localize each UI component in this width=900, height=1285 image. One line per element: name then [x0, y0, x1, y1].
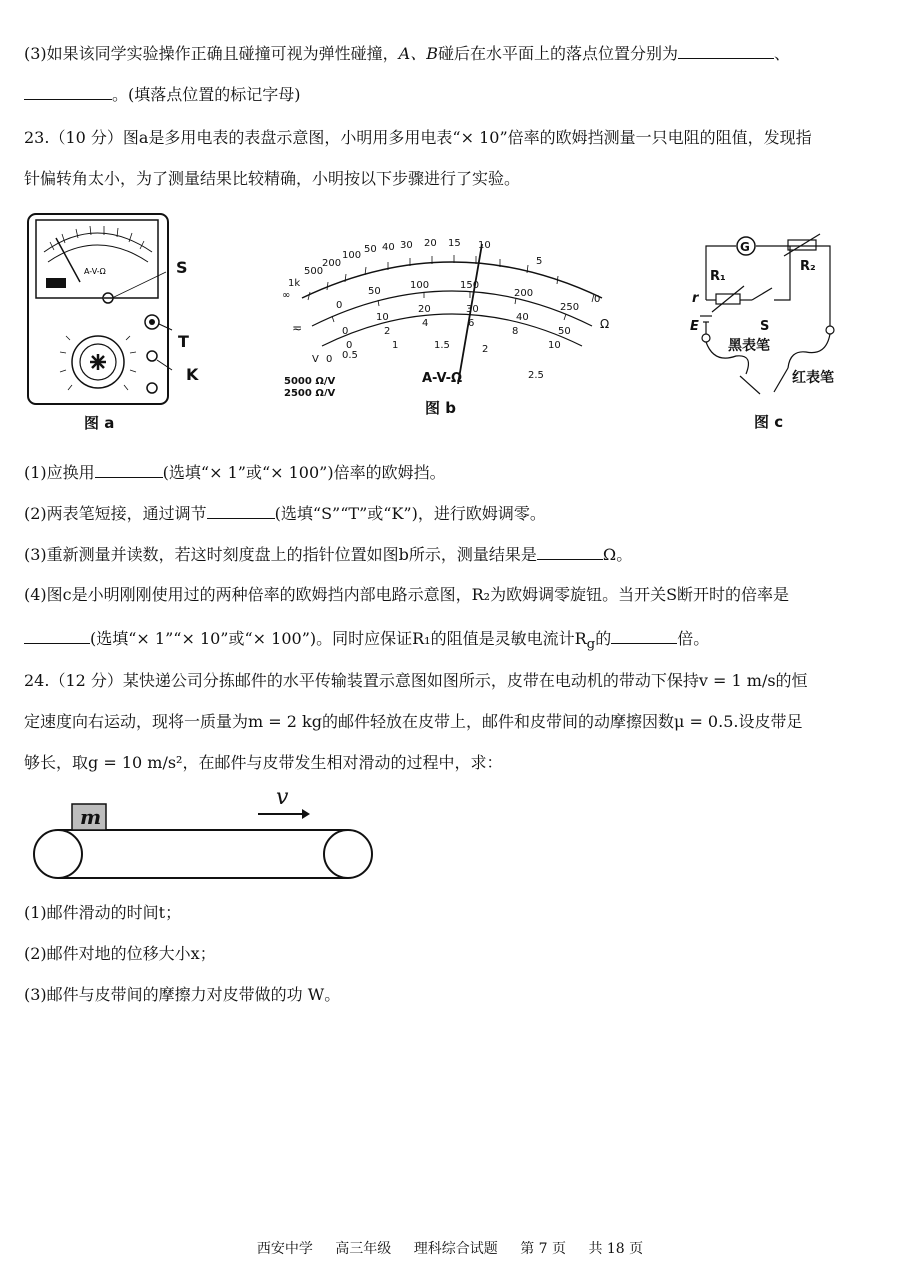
- footer-school: 西安中学: [256, 1241, 313, 1257]
- scale-label: 150: [460, 280, 480, 291]
- scale-label: 0.5: [342, 350, 358, 361]
- scale-label: 40: [516, 312, 529, 323]
- scale-label: 10: [548, 340, 561, 351]
- answer-blank[interactable]: [24, 83, 112, 100]
- label-R1: R₁: [710, 269, 726, 284]
- q23-part3: (3)重新测量并读数，若这时刻度盘上的指针位置如图b所示，测量结果是 Ω。: [24, 545, 633, 564]
- scale-label: 1: [392, 340, 399, 351]
- dc-symbol: ≂: [292, 321, 303, 335]
- scale-label: 30: [466, 304, 479, 315]
- center-label: A-V-Ω: [422, 371, 463, 386]
- page-footer: [0, 1238, 900, 1258]
- q23-part4-line2: (选填“× 1”“× 10”或“× 100”)。同时应保证R₁的阻值是灵敏电流计$R_g$的 倍。: [24, 627, 876, 656]
- label-S: S: [760, 319, 770, 334]
- scale-label: 20: [424, 238, 437, 249]
- fig-a-label-S: S: [176, 258, 188, 277]
- sensitivity-2: 2500 Ω/V: [284, 388, 336, 396]
- scale-label: 4: [422, 318, 429, 329]
- q23-stem-line1: 23.（10 分）图a是多用电表的表盘示意图，小明用多用电表“× 10”倍率的欧姆挡测量一只电阻的阻值，发现指: [24, 128, 812, 147]
- scale-label: 2: [384, 326, 391, 337]
- scale-label: 200: [322, 258, 342, 269]
- mass-label: m: [80, 805, 102, 829]
- q22-part3-line1: (3)如果该同学实验操作正确且碰撞可视为弹性碰撞，A、B碰后在水平面上的落点位置分别为 、: [24, 44, 791, 63]
- scale-label: 20: [418, 304, 431, 315]
- footer-grade: 高三年级: [335, 1241, 392, 1257]
- scale-label: 0: [326, 354, 333, 365]
- sensitivity-1: 5000 Ω/V: [284, 376, 336, 387]
- fig-a-label-T: T: [178, 332, 189, 351]
- scale-label: 40: [382, 242, 395, 253]
- q23-part1: (1)应换用 (选填“× 1”或“× 100”)倍率的欧姆挡。: [24, 463, 446, 482]
- scale-label: 2.5: [528, 370, 544, 381]
- fig-c-caption: 图 c: [754, 413, 784, 431]
- q24-part3: (3)邮件与皮带间的摩擦力对皮带做的功 W。: [24, 985, 341, 1004]
- scale-label: 2: [482, 344, 489, 355]
- scale-label: 250: [560, 302, 580, 313]
- label-E: E: [690, 319, 699, 334]
- footer-page: 第 7 页: [520, 1241, 566, 1257]
- scale-label: 0: [336, 300, 343, 311]
- dial-text: A-V-Ω: [84, 267, 106, 276]
- footer-subject: 理科综合试题: [413, 1241, 498, 1257]
- scale-label: 100: [410, 280, 430, 291]
- label-red-probe: 红表笔: [792, 370, 834, 386]
- scale-label: 500: [304, 266, 324, 277]
- scale-label: 10: [376, 312, 389, 323]
- q23-stem-line2: 针偏转角太小，为了测量结果比较精确，小明按以下步骤进行了实验。: [24, 169, 521, 188]
- q24-stem-line3: 够长，取g = 10 m/s²，在邮件与皮带发生相对滑动的过程中，求：: [24, 753, 503, 772]
- footer-total: 共 18 页: [588, 1241, 644, 1257]
- scale-label: 8: [512, 326, 519, 337]
- scale-label: 200: [514, 288, 534, 299]
- infinity-symbol: ∞: [282, 290, 291, 301]
- scale-label: 10: [478, 240, 491, 251]
- answer-blank[interactable]: [678, 42, 774, 59]
- q24-stem-line1: 24.（12 分）某快递公司分拣邮件的水平传输装置示意图如图所示，皮带在电动机的带动下保持v = 1 m/s的恒: [24, 671, 808, 690]
- scale-label: 0: [342, 326, 349, 337]
- q24-stem-line2: 定速度向右运动，现将一质量为m = 2 kg的邮件轻放在皮带上，邮件和皮带间的动摩擦因数μ = 0.5.设皮带足: [24, 712, 803, 731]
- omega-symbol: Ω: [600, 317, 610, 331]
- velocity-label: v: [276, 786, 289, 810]
- fig-b-caption: 图 b: [425, 399, 456, 417]
- q22-part3-line2: 。(填落点位置的标记字母): [24, 83, 876, 106]
- scale-label: 1k: [288, 278, 301, 289]
- ac-symbol: V: [312, 354, 319, 365]
- fig-a-label-K: K: [186, 365, 199, 384]
- scale-label: 50: [368, 286, 381, 297]
- label-r: r: [692, 291, 699, 306]
- q23-part4-line1: (4)图c是小明刚刚使用过的两种倍率的欧姆挡内部电路示意图，R₂为欧姆调零旋钮。当开关S断开时的倍率是: [24, 585, 790, 604]
- scale-label: 1.5: [434, 340, 450, 351]
- answer-blank[interactable]: [537, 543, 603, 560]
- answer-blank[interactable]: [207, 502, 275, 519]
- galvanometer-label: G: [740, 240, 750, 254]
- scale-label: 0: [594, 294, 601, 305]
- answer-blank[interactable]: [24, 627, 90, 644]
- label-black-probe: 黑表笔: [728, 338, 770, 354]
- scale-label: 15: [448, 238, 461, 249]
- figure-a-multimeter: [26, 212, 174, 408]
- scale-label: 30: [400, 240, 413, 251]
- scale-label: 6: [468, 318, 475, 329]
- q24-part2: (2)邮件对地的位移大小x；: [24, 944, 216, 963]
- q24-part1: (1)邮件滑动的时间t；: [24, 903, 182, 922]
- answer-blank[interactable]: [611, 627, 677, 644]
- scale-label: 50: [364, 244, 377, 255]
- fig-a-caption: 图 a: [84, 414, 115, 432]
- figure-b-meter-scale: [282, 236, 622, 396]
- scale-label: 0: [346, 340, 353, 351]
- scale-label: 100: [342, 250, 362, 261]
- scale-label: 5: [536, 256, 543, 267]
- figure-conveyor-belt: [30, 786, 380, 886]
- scale-label: 50: [558, 326, 571, 337]
- figure-c-circuit: [680, 226, 860, 396]
- answer-blank[interactable]: [95, 461, 163, 478]
- q23-part2: (2)两表笔短接，通过调节 (选填“S”“T”或“K”)，进行欧姆调零。: [24, 504, 546, 523]
- label-R2: R₂: [800, 259, 816, 274]
